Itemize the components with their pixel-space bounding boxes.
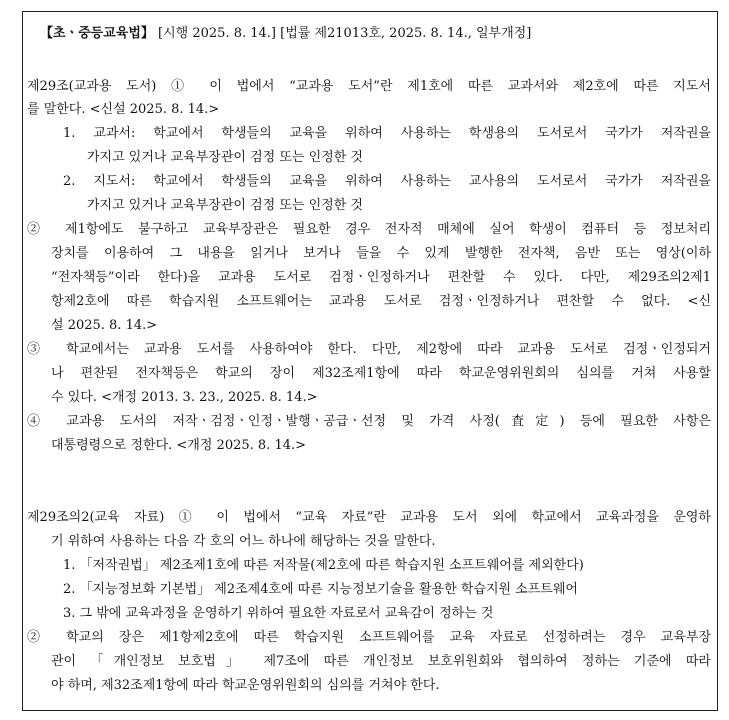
article-29-2-line-1: 제29조의2(교육 자료) ① 이 법에서 “교육 자료”란 교과용 도서 외에 학교에서 교육과정을 운영하 bbox=[27, 510, 711, 525]
article-29-item-2: 2. 지도서: 학교에서 학생들의 교육을 위하여 사용하는 교사용의 도서로서 국가가 저작권을 bbox=[63, 174, 711, 189]
article-29-item-2-cont: 가지고 있거나 교육부장관이 검정 또는 인정한 것 bbox=[87, 198, 363, 213]
article-29-2-para-2-line-3: 야 하며, 제32조제1항에 따라 학교운영위원회의 심의를 거쳐야 한다. bbox=[51, 678, 440, 693]
article-29-para-3-line-2: 나 편찬된 전자책등은 학교의 장이 제32조제1항에 따라 학교운영위원회의 심의를 거쳐 사용할 bbox=[51, 366, 711, 381]
article-29-para-2-line-2: 장치를 이용하여 그 내용을 읽거나 보거나 들을 수 있게 발행한 전자책, 음반 또는 영상(이하 bbox=[51, 246, 711, 261]
article-29-2-item-3: 3. 그 밖에 교육과정을 운영하기 위하여 필요한 자료로서 교육감이 정하는 것 bbox=[63, 606, 494, 621]
article-29-para-3-line-1: ③ 학교에서는 교과용 도서를 사용하여야 한다. 다만, 제2항에 따라 교과용 도서로 검정ㆍ인정되거 bbox=[27, 342, 711, 357]
article-29-para-2-line-4: 항제2호에 따른 학습지원 소프트웨어는 교과용 도서로 검정ㆍ인정하거나 편찬할 수 없다. <신 bbox=[51, 294, 712, 309]
article-29-line-2: 를 말한다. <신설 2025. 8. 14.> bbox=[27, 102, 220, 117]
article-29-2-para-2-line-1: ② 학교의 장은 제1항제2호에 따른 학습지원 소프트웨어를 교육 자료로 선정하려는 경우 교육부장 bbox=[27, 630, 711, 645]
article-29-para-4-line-2: 대통령령으로 정한다. <개정 2025. 8. 14.> bbox=[51, 438, 307, 453]
article-29-item-1: 1. 교과서: 학교에서 학생들의 교육을 위하여 사용하는 학생용의 도서로서 국가가 저작권을 bbox=[63, 126, 711, 141]
article-29-line-1: 제29조(교과용 도서) ① 이 법에서 “교과용 도서”란 제1호에 따른 교과서와 제2호에 따른 지도서 bbox=[27, 79, 711, 94]
article-29-2-line-2: 기 위하여 사용하는 다음 각 호의 어느 하나에 해당하는 것을 말한다. bbox=[51, 534, 436, 549]
law-meta: [시행 2025. 8. 14.] [법률 제21013호, 2025. 8. 14., 일부개정] bbox=[153, 26, 532, 41]
article-29-2-para-2-line-2: 관이 「개인정보 보호법」 제7조에 따른 개인정보 보호위원회와 협의하여 정하는 기준에 따라 bbox=[51, 654, 711, 669]
law-name: 【초ㆍ중등교육법】 bbox=[40, 26, 154, 41]
article-29-para-2-line-1: ② 제1항에도 불구하고 교육부장관은 필요한 경우 전자적 매체에 실어 학생이 컴퓨터 등 정보처리 bbox=[27, 222, 711, 237]
article-29-2-item-1: 1. 「저작권법」 제2조제1호에 따른 저작물(제2호에 따른 학습지원 소프트웨어를 제외한다) bbox=[63, 558, 584, 573]
article-29-2-item-2: 2. 「지능정보화 기본법」 제2조제4호에 따른 지능정보기술을 활용한 학습지원 소프트웨어 bbox=[63, 582, 578, 597]
article-29-para-4-line-1: ④ 교과용 도서의 저작ㆍ검정ㆍ인정ㆍ발행ㆍ공급ㆍ선정 및 가격 사정(査定) 등에 필요한 사항은 bbox=[27, 414, 711, 429]
article-29-para-2-line-3: “전자책등”이라 한다)을 교과용 도서로 검정ㆍ인정하거나 편찬할 수 있다. 다만, 제29조의2제1 bbox=[51, 270, 711, 285]
article-29-para-2-line-5: 설 2025. 8. 14.> bbox=[51, 318, 158, 333]
article-29-para-3-line-3: 수 있다. <개정 2013. 3. 23., 2025. 8. 14.> bbox=[51, 390, 318, 405]
article-29-item-1-cont: 가지고 있거나 교육부장관이 검정 또는 인정한 것 bbox=[87, 150, 363, 165]
law-header bbox=[40, 22, 531, 46]
